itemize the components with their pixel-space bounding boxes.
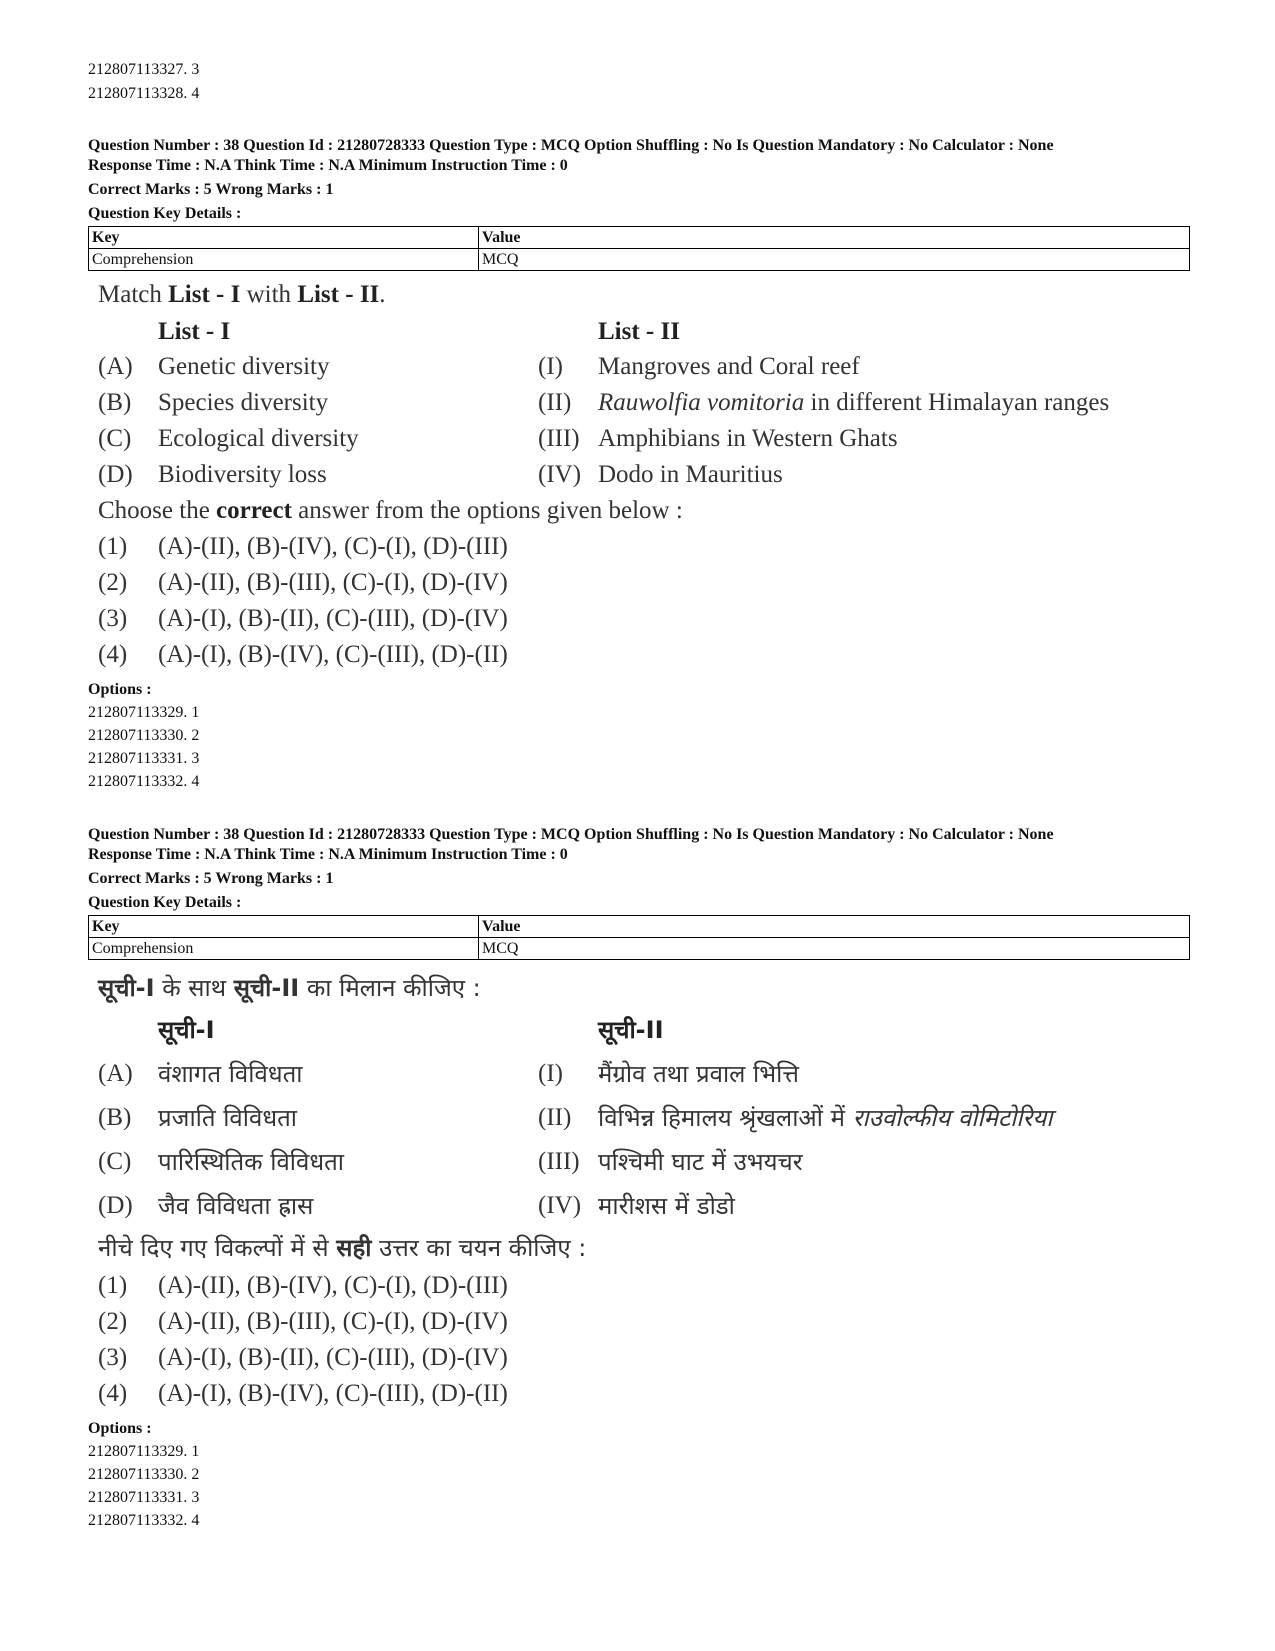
table-cell-key: Comprehension bbox=[89, 249, 479, 271]
answer-choice: (1) (A)-(II), (B)-(IV), (C)-(I), (D)-(III) bbox=[98, 533, 508, 560]
question-body bbox=[98, 277, 1188, 673]
match-row: (A) वंशागत विविधता (I) मैंग्रोव तथा प्रवाल भित्ति bbox=[98, 1060, 799, 1088]
question-marks: Correct Marks : 5 Wrong Marks : 1 bbox=[88, 870, 334, 887]
option-id: 212807113331. 3 bbox=[88, 750, 200, 767]
list-2-header: List - II bbox=[598, 318, 680, 345]
match-row: (B) प्रजाति विविधता (II) विभिन्न हिमालय श्रृंखलाओं में राउवोल्फीय वोमिटोरिया bbox=[98, 1104, 1053, 1132]
table-header-key: Key bbox=[89, 227, 479, 249]
question-meta: Question Number : 38 Question Id : 21280728333 Question Type : MCQ Option Shuffling : No Is Question Mandatory : No Calculator : None bbox=[88, 137, 1054, 154]
list-2-header: सूची-II bbox=[598, 1016, 664, 1044]
question-marks: Correct Marks : 5 Wrong Marks : 1 bbox=[88, 181, 334, 198]
question-meta: Question Number : 38 Question Id : 21280728333 Question Type : MCQ Option Shuffling : No Is Question Mandatory : No Calculator : None bbox=[88, 826, 1054, 843]
answer-choice: (1) (A)-(II), (B)-(IV), (C)-(I), (D)-(III) bbox=[98, 1272, 508, 1299]
option-id: 212807113332. 4 bbox=[88, 773, 200, 790]
answer-choice: (2) (A)-(II), (B)-(III), (C)-(I), (D)-(IV) bbox=[98, 569, 508, 596]
answer-choice: (3) (A)-(I), (B)-(II), (C)-(III), (D)-(IV) bbox=[98, 1344, 508, 1371]
option-id: 212807113329. 1 bbox=[88, 1443, 200, 1460]
key-details-table bbox=[88, 915, 1190, 960]
question-block-hindi bbox=[88, 825, 1188, 1532]
table-cell-value: MCQ bbox=[479, 938, 1190, 960]
question-instruction: Match List - I with List - II. bbox=[98, 281, 386, 308]
question-timing: Response Time : N.A Think Time : N.A Minimum Instruction Time : 0 bbox=[88, 846, 568, 863]
table-row bbox=[89, 938, 1190, 960]
match-row: (A) Genetic diversity (I) Mangroves and Coral reef bbox=[98, 353, 860, 380]
option-id: 212807113330. 2 bbox=[88, 727, 200, 744]
answer-choice: (3) (A)-(I), (B)-(II), (C)-(III), (D)-(IV) bbox=[98, 605, 508, 632]
choose-instruction: Choose the correct answer from the options given below : bbox=[98, 497, 683, 524]
table-row bbox=[89, 249, 1190, 271]
list-1-header: List - I bbox=[158, 318, 231, 345]
match-row: (B) Species diversity (II) Rauwolfia vomitoria in different Himalayan ranges bbox=[98, 389, 1110, 416]
species-name: राउवोल्फीय वोमिटोरिया bbox=[852, 1104, 1053, 1132]
list-headers bbox=[98, 313, 1188, 349]
table-header-row bbox=[89, 227, 1190, 249]
match-row: (C) Ecological diversity (III) Amphibians in Western Ghats bbox=[98, 425, 898, 452]
match-row: (C) पारिस्थितिक विविधता (III) पश्चिमी घाट में उभयचर bbox=[98, 1148, 803, 1176]
table-cell-value: MCQ bbox=[479, 249, 1190, 271]
species-name: Rauwolfia vomitoria bbox=[598, 389, 805, 416]
option-id: 212807113331. 3 bbox=[88, 1489, 200, 1506]
question-paper-page bbox=[88, 58, 1188, 1532]
option-id: 212807113329. 1 bbox=[88, 704, 200, 721]
answer-choice: (2) (A)-(II), (B)-(III), (C)-(I), (D)-(IV) bbox=[98, 1308, 508, 1335]
match-row: (D) Biodiversity loss (IV) Dodo in Mauritius bbox=[98, 461, 783, 488]
question-timing: Response Time : N.A Think Time : N.A Minimum Instruction Time : 0 bbox=[88, 157, 568, 174]
table-header-key: Key bbox=[89, 916, 479, 938]
key-details-label: Question Key Details : bbox=[88, 894, 242, 911]
choose-instruction: नीचे दिए गए विकल्पों में से सही उत्तर का चयन कीजिए : bbox=[98, 1234, 587, 1262]
answer-choice: (4) (A)-(I), (B)-(IV), (C)-(III), (D)-(II) bbox=[98, 1380, 508, 1407]
question-block-english bbox=[88, 136, 1188, 793]
table-cell-key: Comprehension bbox=[89, 938, 479, 960]
option-id: 212807113327. 3 bbox=[88, 61, 200, 78]
question-body bbox=[98, 968, 1188, 1412]
previous-options bbox=[88, 58, 1188, 106]
option-id: 212807113330. 2 bbox=[88, 1466, 200, 1483]
answer-choice: (4) (A)-(I), (B)-(IV), (C)-(III), (D)-(II) bbox=[98, 641, 508, 668]
list-1-header: सूची-I bbox=[158, 1016, 215, 1044]
option-id: 212807113332. 4 bbox=[88, 1512, 200, 1529]
table-header-row bbox=[89, 916, 1190, 938]
options-label: Options : bbox=[88, 1420, 152, 1437]
option-id: 212807113328. 4 bbox=[88, 85, 200, 102]
question-instruction: सूची-I के साथ सूची-II का मिलान कीजिए : bbox=[98, 974, 481, 1002]
table-header-value: Value bbox=[479, 227, 1190, 249]
list-headers bbox=[98, 1008, 1188, 1052]
table-header-value: Value bbox=[479, 916, 1190, 938]
key-details-table bbox=[88, 226, 1190, 271]
key-details-label: Question Key Details : bbox=[88, 205, 242, 222]
options-label: Options : bbox=[88, 681, 152, 698]
match-row: (D) जैव विविधता ह्रास (IV) मारीशस में डोडो bbox=[98, 1192, 735, 1220]
